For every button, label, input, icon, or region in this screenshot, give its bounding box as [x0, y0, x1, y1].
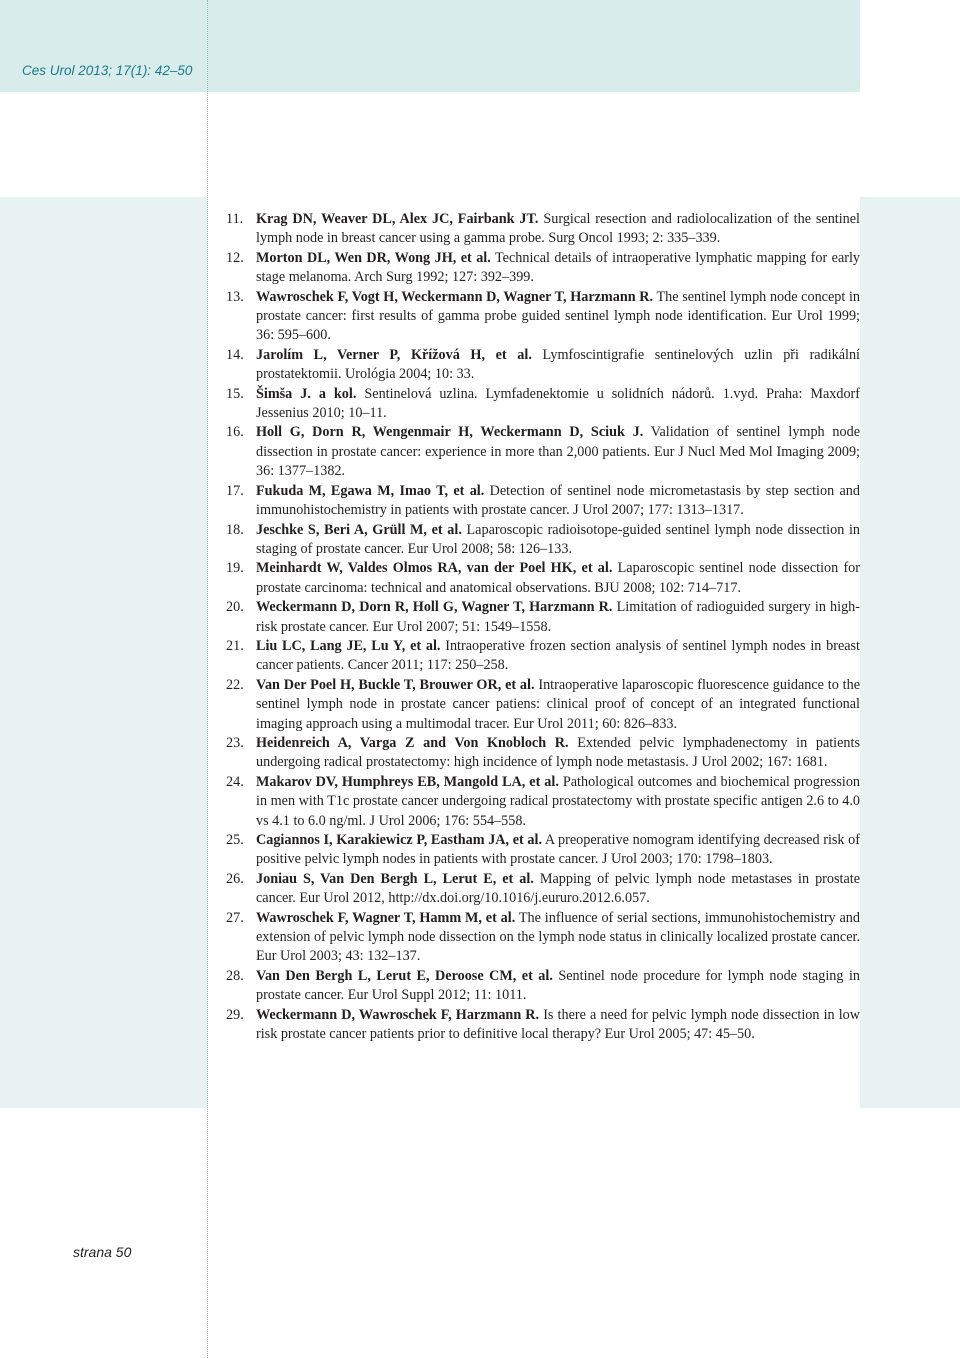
reference-authors: Jarolím L, Verner P, Křížová H, et al. — [256, 346, 532, 363]
reference-authors: Cagiannos I, Karakiewicz P, Eastham JA, et al. — [256, 832, 543, 848]
reference-item — [226, 734, 860, 773]
reference-item — [226, 598, 860, 637]
reference-number: 17. — [226, 482, 244, 499]
reference-authors: Holl G, Dorn R, Wengenmair H, Weckermann D, Sciuk J. — [256, 424, 644, 441]
reference-authors: Heidenreich A, Varga Z and Von Knobloch R. — [256, 734, 569, 751]
reference-number: 28. — [226, 967, 244, 984]
reference-item — [226, 423, 860, 481]
reference-number: 11. — [226, 211, 244, 227]
reference-text: Laparoscopic radioisotope-guided sentinel lymph node dissection in staging of prostate cancer. Eur Urol 2008; 58: 126–133. — [256, 521, 860, 557]
reference-text: A preoperative nomogram identifying decreased risk of positive pelvic lymph nodes in patients with prostate cancer. J Urol 2003; 170: 1798–1803. — [256, 832, 860, 868]
reference-authors: Van Den Bergh L, Lerut E, Deroose CM, et al. — [256, 967, 553, 984]
reference-authors: Krag DN, Weaver DL, Alex JC, Fairbank JT. — [256, 211, 539, 227]
reference-item — [226, 773, 860, 831]
reference-number: 25. — [226, 832, 244, 848]
reference-text: Intraoperative laparoscopic fluorescence guidance to the sentinel lymph node in prostate cancer patiens: clinical proof of concept of an integrated functional imaging approach using a multimodal tracer. Eur Urol 2011; 60: 826–833. — [256, 676, 861, 732]
reference-text: Intraoperative frozen section analysis of sentinel lymph nodes in breast cancer patients. Cancer 2011; 117: 250–258. — [256, 637, 860, 674]
reference-text: Limitation of radioguided surgery in high-risk prostate cancer. Eur Urol 2007; 51: 1549–1558. — [256, 599, 860, 635]
reference-number: 18. — [226, 521, 244, 538]
reference-text: Pathological outcomes and biochemical progression in men with T1c prostate cancer undergoing radical prostatectomy with prostate specific antigen 2.6 to 4.0 vs 4.1 to 6.0 ng/ml. J Urol 2006; 176: 554–558. — [256, 773, 861, 829]
reference-authors: Jeschke S, Beri A, Grüll M, et al. — [256, 521, 462, 538]
header-band — [0, 0, 860, 92]
reference-item — [226, 676, 860, 734]
reference-text: Mapping of pelvic lymph node metastases in prostate cancer. Eur Urol 2012, http://dx.doi.org/10.1016/j.eururo.2012.6.057. — [256, 870, 860, 907]
reference-item — [226, 870, 860, 909]
reference-text: Technical details of intraoperative lymphatic mapping for early stage melanoma. Arch Surg 1992; 127: 392–399. — [256, 249, 861, 286]
reference-number: 12. — [226, 249, 244, 266]
reference-number: 22. — [226, 676, 244, 693]
reference-text: The sentinel lymph node concept in prostate cancer: first results of gamma probe guided sentinel lymph node identification. Eur Urol 1999; 36: 595–600. — [256, 288, 861, 344]
reference-text: Surgical resection and radiolocalization of the sentinel lymph node in breast cancer using a gamma probe. Surg Oncol 1993; 2: 335–339. — [256, 211, 861, 247]
reference-number: 23. — [226, 734, 244, 751]
reference-item — [226, 210, 860, 249]
reference-number: 27. — [226, 909, 244, 926]
reference-number: 20. — [226, 599, 244, 616]
reference-text: Detection of sentinel node micrometastasis by step section and immunohistochemistry in patients with prostate cancer. J Urol 2007; 177: 1313–1317. — [256, 482, 860, 519]
reference-item — [226, 249, 860, 288]
reference-authors: Morton DL, Wen DR, Wong JH, et al. — [256, 249, 491, 266]
reference-number: 26. — [226, 870, 244, 887]
reference-number: 15. — [226, 385, 244, 402]
reference-number: 24. — [226, 773, 244, 790]
reference-authors: Weckermann D, Wawroschek F, Harzmann R. — [256, 1006, 540, 1023]
reference-authors: Fukuda M, Egawa M, Imao T, et al. — [256, 482, 485, 499]
reference-number: 29. — [226, 1006, 244, 1023]
reference-text: Validation of sentinel lymph node dissection in prostate cancer: experience in more than 2,000 patients. Eur J Nucl Med Mol Imaging 2009; 36: 1377–1382. — [256, 424, 860, 480]
reference-item — [226, 346, 860, 385]
reference-item — [226, 288, 860, 346]
reference-item — [226, 385, 860, 424]
reference-text: Lymfoscintigrafie sentinelových uzlin při radikální prostatektomii. Urológia 2004; 10: 33. — [256, 346, 860, 383]
reference-item — [226, 559, 860, 598]
reference-authors: Joniau S, Van Den Bergh L, Lerut E, et al. — [256, 870, 534, 887]
reference-authors: Wawroschek F, Vogt H, Weckermann D, Wagner T, Harzmann R. — [256, 288, 654, 305]
reference-number: 16. — [226, 424, 244, 441]
reference-number: 19. — [226, 560, 244, 577]
reference-authors: Liu LC, Lang JE, Lu Y, et al. — [256, 637, 441, 654]
reference-authors: Van Der Poel H, Buckle T, Brouwer OR, et al. — [256, 676, 535, 693]
reference-text: The influence of serial sections, immunohistochemistry and extension of pelvic lymph node dissection on the lymph node status in clinically localized prostate cancer. Eur Urol 2003; 43: 132–137. — [256, 909, 860, 965]
reference-item — [226, 482, 860, 521]
reference-number: 14. — [226, 346, 244, 363]
reference-item — [226, 967, 860, 1006]
reference-authors: Weckermann D, Dorn R, Holl G, Wagner T, Harzmann R. — [256, 599, 613, 616]
reference-item — [226, 1006, 860, 1045]
reference-item — [226, 637, 860, 676]
reference-authors: Šimša J. a kol. — [256, 385, 357, 402]
reference-number: 13. — [226, 288, 244, 305]
reference-text: Extended pelvic lymphadenectomy in patients undergoing radical prostatectomy: high incidence of lymph node metastasis. J Urol 2002; 167: 1681. — [256, 734, 860, 771]
journal-citation: Ces Urol 2013; 17(1): 42–50 — [22, 63, 193, 78]
reference-authors: Meinhardt W, Valdes Olmos RA, van der Poel HK, et al. — [256, 560, 613, 577]
reference-text: Sentinelová uzlina. Lymfadenektomie u solidních nádorů. 1.vyd. Praha: Maxdorf Jessenius 2010; 10–11. — [256, 385, 860, 422]
reference-text: Is there a need for pelvic lymph node dissection in low risk prostate cancer patients prior to definitive local therapy? Eur Urol 2005; 47: 45–50. — [256, 1006, 860, 1043]
page-number: strana 50 — [73, 1244, 132, 1260]
reference-text: Laparoscopic sentinel node dissection for prostate carcinoma: technical and anatomical observations. BJU 2008; 102: 714–717. — [256, 560, 860, 596]
margin-guide-line — [207, 0, 208, 1358]
reference-list — [226, 210, 860, 1044]
reference-authors: Wawroschek F, Wagner T, Hamm M, et al. — [256, 909, 516, 926]
reference-item — [226, 521, 860, 560]
reference-item — [226, 909, 860, 967]
reference-text: Sentinel node procedure for lymph node staging in prostate cancer. Eur Urol Suppl 2012; 11: 1011. — [256, 967, 860, 1004]
reference-number: 21. — [226, 637, 244, 654]
reference-item — [226, 831, 860, 870]
reference-authors: Makarov DV, Humphreys EB, Mangold LA, et al. — [256, 773, 559, 790]
